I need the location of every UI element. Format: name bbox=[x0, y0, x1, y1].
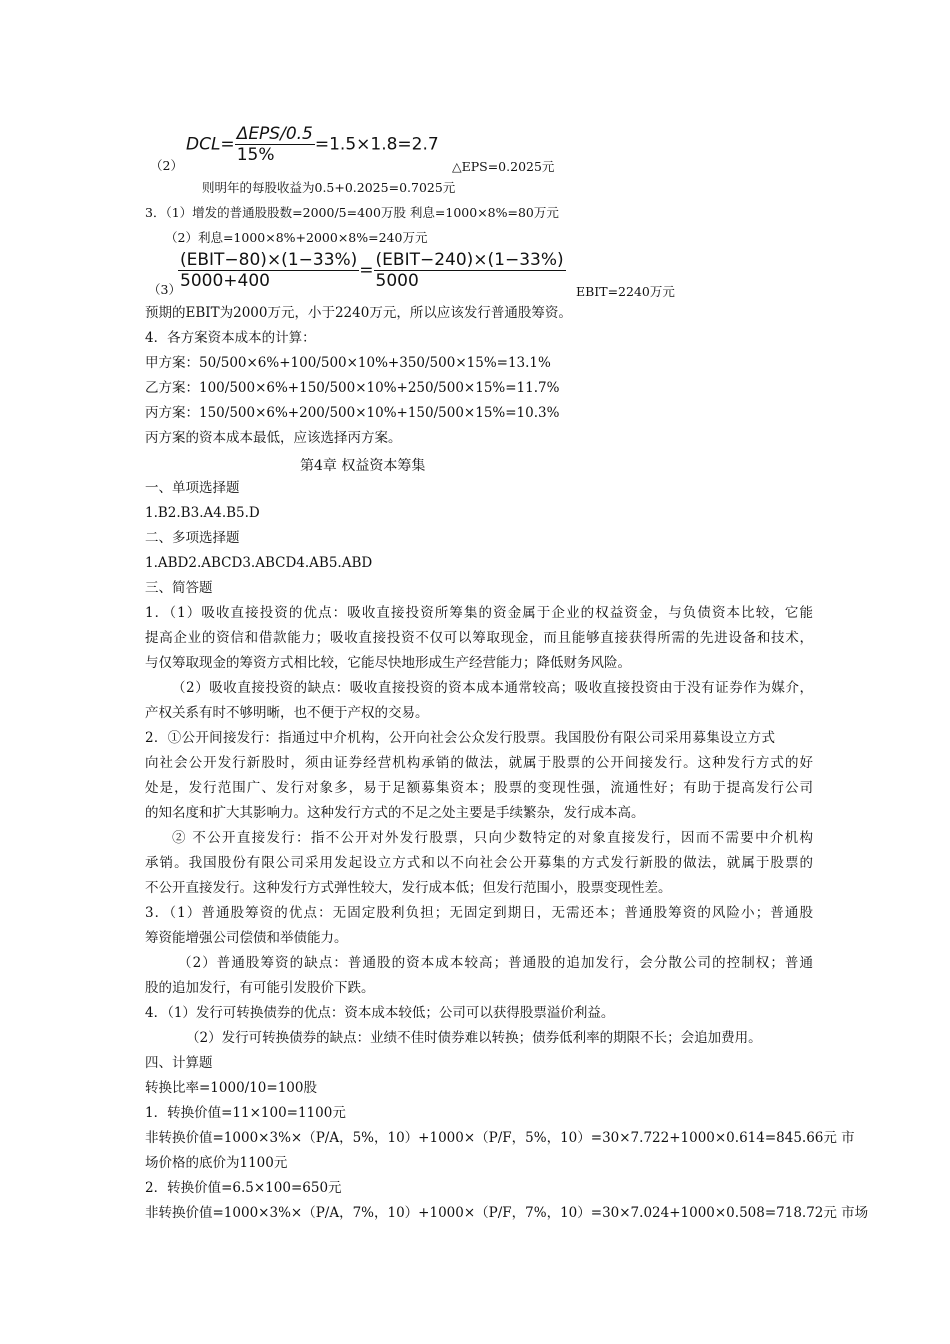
paragraph-line: 提高企业的资信和借款能力；吸收直接投资不仅可以筹取现金，而且能够直接获得所需的先进设备和技术， bbox=[145, 630, 813, 646]
text-line: （2）利息=1000×8%+2000×8%=240万元 bbox=[165, 230, 428, 245]
paragraph-line: 承销。我国股份有限公司采用发起设立方式和以不向社会公开募集的方式发行新股的做法，就属于股票的 bbox=[145, 855, 813, 871]
ebit-formula bbox=[178, 250, 566, 291]
paragraph-line: 的知名度和扩大其影响力。这种发行方式的不足之处主要是手续繁杂，发行成本高。 bbox=[145, 805, 645, 821]
paragraph-line: 筹资能增强公司偿债和举债能力。 bbox=[145, 930, 348, 946]
chapter-title: 第4章 权益资本筹集 bbox=[300, 458, 426, 474]
dcl-fraction bbox=[235, 124, 315, 165]
paragraph-line: 股的追加发行，有可能引发股价下跌。 bbox=[145, 980, 375, 996]
section-heading: 一、单项选择题 bbox=[145, 480, 240, 496]
dcl-rhs: =1.5×1.8=2.7 bbox=[314, 134, 439, 155]
ebit-equals: = bbox=[359, 260, 374, 281]
text-line: 丙方案的资本成本最低，应该选择丙方案。 bbox=[145, 430, 402, 446]
calc-line: 非转换价值=1000×3%×（P/A，5%，10）+1000×（P/F，5%，10）=30×7.722+1000×0.614=845.66元 市 bbox=[145, 1130, 855, 1146]
text-line: 乙方案：100/500×6%+150/500×10%+250/500×15%=11.7% bbox=[145, 380, 560, 396]
paragraph-line: 4．（1）发行可转换债券的优点：资本成本较低；公司可以获得股票溢价利益。 bbox=[145, 1005, 615, 1021]
paragraph-line: 2．①公开间接发行：指通过中介机构，公开向社会公众发行股票。我国股份有限公司采用募集设立方式 bbox=[145, 730, 775, 746]
text-line: 4．各方案资本成本的计算： bbox=[145, 330, 316, 346]
calc-line: 2．转换价值=6.5×100=650元 bbox=[145, 1180, 342, 1196]
paragraph-line: （2）发行可转换债券的缺点：业绩不佳时债券难以转换；债券低利率的期限不长；会追加费用。 bbox=[186, 1030, 762, 1046]
paragraph-line: 与仅筹取现金的筹资方式相比较，它能尽快地形成生产经营能力；降低财务风险。 bbox=[145, 655, 631, 671]
formula-label-2: （2） bbox=[150, 158, 183, 173]
ebit-denominator-right: 5000 bbox=[375, 271, 419, 291]
text-line: 预期的EBIT为2000万元，小于2240万元，所以应该发行普通股筹资。 bbox=[145, 305, 572, 321]
paragraph-line: 3．（1）普通股筹资的优点：无固定股利负担；无固定到期日，无需还本；普通股筹资的风险小；普通股 bbox=[145, 905, 813, 921]
paragraph-line: （2）普通股筹资的缺点：普通股的资本成本较高；普通股的追加发行，会分散公司的控制权；普通 bbox=[178, 955, 813, 971]
calc-line: 场价格的底价为1100元 bbox=[145, 1155, 288, 1171]
ebit-fraction-right bbox=[374, 250, 566, 291]
paragraph-line: ② 不公开直接发行：指不公开对外发行股票，只向少数特定的对象直接发行，因而不需要中介机构 bbox=[172, 830, 813, 846]
paragraph-line: 处是，发行范围广、发行对象多，易于足额募集资本；股票的变现性强，流通性好；有助于提高发行公司 bbox=[145, 780, 813, 796]
calc-line: 转换比率=1000/10=100股 bbox=[145, 1080, 317, 1096]
ebit-denominator-left: 5000+400 bbox=[180, 271, 270, 291]
section-heading: 三、简答题 bbox=[145, 580, 213, 596]
delta-eps-result: △EPS=0.2025元 bbox=[452, 159, 555, 174]
dcl-numerator: ΔEPS/0.5 bbox=[236, 124, 313, 144]
formula-label-3: （3） bbox=[148, 282, 181, 297]
calc-line: 非转换价值=1000×3%×（P/A，7%，10）+1000×（P/F，7%，10）=30×7.024+1000×0.508=718.72元 市场 bbox=[145, 1205, 869, 1221]
ebit-fraction-left bbox=[178, 250, 359, 291]
section-heading: 四、计算题 bbox=[145, 1055, 213, 1071]
dcl-lhs: DCL= bbox=[186, 134, 235, 155]
calc-line: 1．转换价值=11×100=1100元 bbox=[145, 1105, 346, 1121]
ebit-numerator-left: (EBIT−80)×(1−33%) bbox=[180, 250, 358, 270]
ebit-result: EBIT=2240万元 bbox=[576, 284, 675, 299]
text-line: 甲方案：50/500×6%+100/500×10%+350/500×15%=13.1% bbox=[145, 355, 551, 371]
paragraph-line: （2）吸收直接投资的缺点：吸收直接投资的资本成本通常较高；吸收直接投资由于没有证券作为媒介， bbox=[172, 680, 813, 696]
dcl-denominator: 15% bbox=[236, 145, 275, 165]
paragraph-line: 1．（1）吸收直接投资的优点：吸收直接投资所筹集的资金属于企业的权益资金，与负债资本比较，它能 bbox=[145, 605, 813, 621]
answer-line: 1.ABD2.ABCD3.ABCD4.AB5.ABD bbox=[145, 555, 373, 571]
text-line: 则明年的每股收益为0.5+0.2025=0.7025元 bbox=[202, 180, 456, 195]
text-line: 丙方案：150/500×6%+200/500×10%+150/500×15%=10.3% bbox=[145, 405, 560, 421]
answer-line: 1.B2.B3.A4.B5.D bbox=[145, 505, 260, 521]
paragraph-line: 不公开直接发行。这种发行方式弹性较大，发行成本低；但发行范围小，股票变现性差。 bbox=[145, 880, 672, 896]
paragraph-line: 向社会公开发行新股时，须由证券经营机构承销的做法，就属于股票的公开间接发行。这种发行方式的好 bbox=[145, 755, 813, 771]
text-line: 3．（1）增发的普通股股数=2000/5=400万股 利息=1000×8%=80万元 bbox=[145, 205, 559, 220]
ebit-numerator-right: (EBIT−240)×(1−33%) bbox=[375, 250, 564, 270]
dcl-formula bbox=[186, 124, 439, 165]
paragraph-line: 产权关系有时不够明晰，也不便于产权的交易。 bbox=[145, 705, 429, 721]
section-heading: 二、多项选择题 bbox=[145, 530, 240, 546]
